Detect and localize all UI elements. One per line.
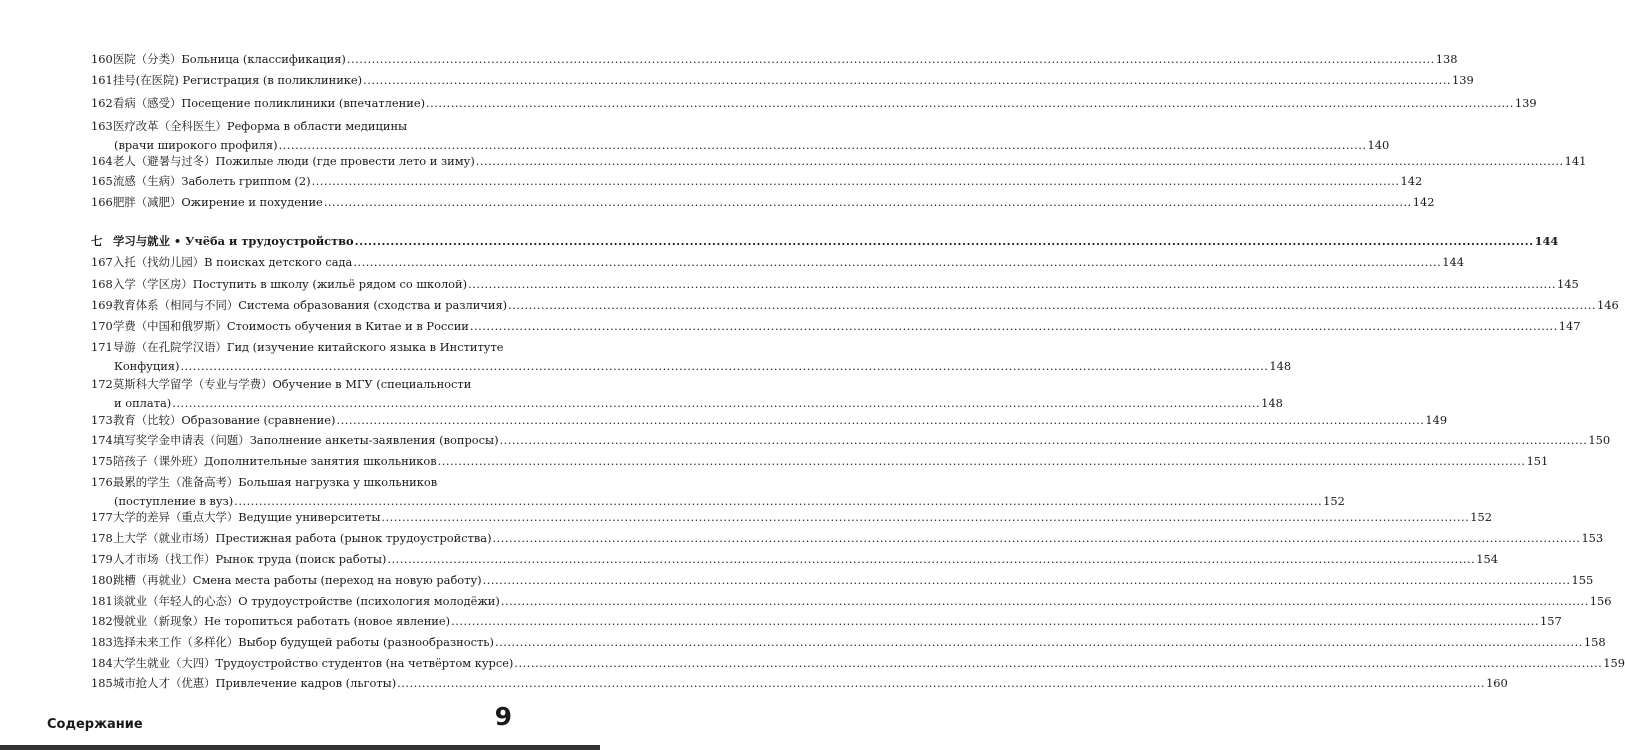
toc-entry[interactable]: [91, 592, 1612, 611]
toc-section-heading[interactable]: [91, 232, 1559, 251]
leader-dots: [468, 275, 1556, 294]
entry-title-continued: (поступление в вуз): [114, 494, 234, 508]
leader-dots: [363, 71, 1451, 90]
entry-page: 142: [1400, 174, 1423, 188]
entry-page: 156: [1589, 594, 1612, 608]
entry-number: 162: [91, 96, 113, 110]
leader-dots: [353, 253, 1441, 272]
entry-page: 150: [1588, 433, 1611, 447]
toc-entry[interactable]: [91, 296, 1619, 315]
entry-page: 151: [1526, 454, 1549, 468]
toc-entry[interactable]: [91, 117, 1390, 155]
entry-number: 170: [91, 319, 113, 333]
entry-title-continued: Конфуция): [114, 359, 180, 373]
toc-entry[interactable]: [91, 253, 1464, 272]
entry-title: 上大学（就业市场）Престижная работа (рынок трудоустройства): [113, 531, 492, 545]
toc-entry[interactable]: [91, 431, 1611, 450]
entry-number: 175: [91, 454, 113, 468]
entry-title: 肥胖（减肥）Ожирение и похудение: [113, 195, 323, 209]
entry-title: 最累的学生（准备高考）Большая нагрузка у школьников: [113, 475, 438, 489]
toc-entry[interactable]: [91, 571, 1594, 590]
entry-page: 158: [1583, 635, 1606, 649]
entry-number: 182: [91, 614, 113, 628]
entry-title-continued: и оплата): [114, 396, 172, 410]
entry-title: 导游（在孔院学汉语）Гид (изучение китайского языка в Институте: [113, 340, 504, 354]
entry-page: 147: [1558, 319, 1581, 333]
leader-dots: [451, 612, 1539, 631]
entry-page: 152: [1470, 510, 1493, 524]
section-page: 144: [1534, 234, 1559, 248]
entry-number: 166: [91, 195, 113, 209]
toc-entry[interactable]: [91, 473, 1345, 511]
entry-page: 155: [1571, 573, 1594, 587]
entry-title: 莫斯科大学留学（专业与学费）Обучение в МГУ (специальности: [113, 377, 472, 391]
entry-page: 146: [1596, 298, 1619, 312]
entry-title: 老人（避暑与过冬）Пожилые люди (где провести лето и зиму): [113, 154, 475, 168]
leader-dots: [514, 654, 1602, 673]
entry-page: 148: [1261, 396, 1283, 410]
toc-entry[interactable]: [91, 50, 1458, 69]
entry-title: 医院（分类）Больница (классификация): [113, 52, 346, 66]
toc-entry[interactable]: [91, 411, 1448, 430]
entry-title: 教育（比较）Образование (сравнение): [113, 413, 336, 427]
toc-entry[interactable]: [91, 452, 1549, 471]
toc-entry[interactable]: [91, 633, 1606, 652]
toc-entry[interactable]: [91, 338, 1292, 376]
entry-number: 163: [91, 119, 113, 133]
entry-number: 180: [91, 573, 113, 587]
footer-page-number: 9: [494, 702, 512, 731]
leader-dots: [355, 232, 1534, 251]
entry-page: 141: [1564, 154, 1587, 168]
footer-rule: [0, 745, 600, 750]
leader-dots: [438, 452, 1526, 471]
entry-page: 142: [1412, 195, 1435, 209]
entry-number: 171: [91, 340, 113, 354]
toc-entry[interactable]: [91, 674, 1508, 693]
entry-title: 流感（生病）Заболеть гриппом (2): [113, 174, 311, 188]
entry-number: 176: [91, 475, 113, 489]
entry-number: 174: [91, 433, 113, 447]
entry-title: 教育体系（相同与不同）Система образования (сходства и различия): [113, 298, 508, 312]
leader-dots: [501, 592, 1589, 611]
entry-number: 185: [91, 676, 113, 690]
leader-dots: [336, 411, 1424, 430]
entry-page: 157: [1539, 614, 1562, 628]
entry-number: 161: [91, 73, 113, 87]
entry-page: 152: [1323, 494, 1345, 508]
entry-number: 183: [91, 635, 113, 649]
entry-page: 145: [1556, 277, 1579, 291]
entry-title: 填写奖学金申请表（问题）Заполнение анкеты-заявления (вопросы): [113, 433, 499, 447]
entry-page: 139: [1514, 96, 1537, 110]
toc-entry[interactable]: [91, 172, 1423, 191]
footer-section-title: Содержание: [47, 717, 143, 732]
entry-title: 学费（中国和俄罗斯）Стоимость обучения в Китае и в России: [113, 319, 469, 333]
leader-dots: [483, 571, 1571, 590]
leader-dots: [347, 50, 1435, 69]
entry-page: 139: [1452, 73, 1474, 87]
entry-page: 138: [1435, 52, 1458, 66]
entry-number: 184: [91, 656, 113, 670]
entry-number: 160: [91, 52, 113, 66]
entry-title: 挂号(在医院) Регистрация (в поликлинике): [113, 73, 363, 87]
entry-title: 入学（学区房）Поступить в школу (жильё рядом со школой): [113, 277, 468, 291]
entry-number: 173: [91, 413, 113, 427]
entry-title: 人才市场（找工作）Рынок труда (поиск работы): [113, 552, 387, 566]
toc-entry[interactable]: [91, 654, 1625, 673]
leader-dots: [381, 508, 1469, 527]
toc-entry[interactable]: [91, 71, 1474, 90]
toc-entry[interactable]: [91, 317, 1581, 336]
entry-title: 选择未来工作（多样化）Выбор будущей работы (разнообразность): [113, 635, 494, 649]
leader-dots: [500, 431, 1588, 450]
leader-dots: [426, 94, 1514, 113]
entry-page: 153: [1581, 531, 1604, 545]
leader-dots: [470, 317, 1558, 336]
leader-dots: [180, 357, 1268, 376]
entry-number: 168: [91, 277, 113, 291]
section-number: 七: [91, 234, 103, 248]
entry-number: 179: [91, 552, 113, 566]
entry-title: 大学生就业（大四）Трудоустройство студентов (на четвёртом курсе): [113, 656, 514, 670]
leader-dots: [493, 529, 1581, 548]
entry-number: 178: [91, 531, 113, 545]
entry-title: 大学的差异（重点大学）Ведущие университеты: [113, 510, 381, 524]
leader-dots: [397, 674, 1485, 693]
entry-title: 陪孩子（课外班）Дополнительные занятия школьников: [113, 454, 437, 468]
toc-entry[interactable]: [91, 375, 1283, 413]
entry-page: 148: [1269, 359, 1292, 373]
entry-title: 城市抢人才（优惠）Привлечение кадров (льготы): [113, 676, 397, 690]
entry-number: 165: [91, 174, 113, 188]
toc-entry[interactable]: [91, 550, 1499, 569]
leader-dots: [324, 193, 1412, 212]
entry-number: 164: [91, 154, 113, 168]
toc-entry[interactable]: [91, 193, 1435, 212]
entry-page: 140: [1367, 138, 1390, 152]
leader-dots: [508, 296, 1596, 315]
toc-entry[interactable]: [91, 275, 1579, 294]
leader-dots: [387, 550, 1475, 569]
entry-page: 159: [1603, 656, 1625, 670]
entry-title: 谈就业（年轻人的心态）О трудоустройстве (психология молодёжи): [113, 594, 500, 608]
leader-dots: [312, 172, 1400, 191]
entry-number: 167: [91, 255, 113, 269]
toc-entry[interactable]: [91, 508, 1493, 527]
toc-entry[interactable]: [91, 152, 1587, 171]
entry-page: 149: [1425, 413, 1448, 427]
entry-title: 慢就业（新现象）Не торопиться работать (новое явление): [113, 614, 451, 628]
entry-page: 154: [1476, 552, 1499, 566]
entry-title: 看病（感受）Посещение поликлиники (впечатление): [113, 96, 426, 110]
section-title: 学习与就业 • Учёба и трудоустройство: [113, 234, 354, 248]
entry-title-continued: (врачи широкого профиля): [114, 138, 278, 152]
entry-number: 169: [91, 298, 113, 312]
entry-page: 144: [1442, 255, 1464, 269]
entry-number: 177: [91, 510, 113, 524]
entry-title: 跳槽（再就业）Смена места работы (переход на новую работу): [113, 573, 482, 587]
entry-number: 172: [91, 377, 113, 391]
toc-entry[interactable]: [91, 94, 1537, 113]
entry-page: 160: [1486, 676, 1508, 690]
entry-title: 入托（找幼儿园）В поисках детского сада: [113, 255, 353, 269]
toc-entry[interactable]: [91, 612, 1562, 631]
leader-dots: [495, 633, 1583, 652]
leader-dots: [476, 152, 1564, 171]
entry-title: 医疗改革（全科医生）Реформа в области медицины: [113, 119, 408, 133]
entry-number: 181: [91, 594, 113, 608]
toc-entry[interactable]: [91, 529, 1604, 548]
